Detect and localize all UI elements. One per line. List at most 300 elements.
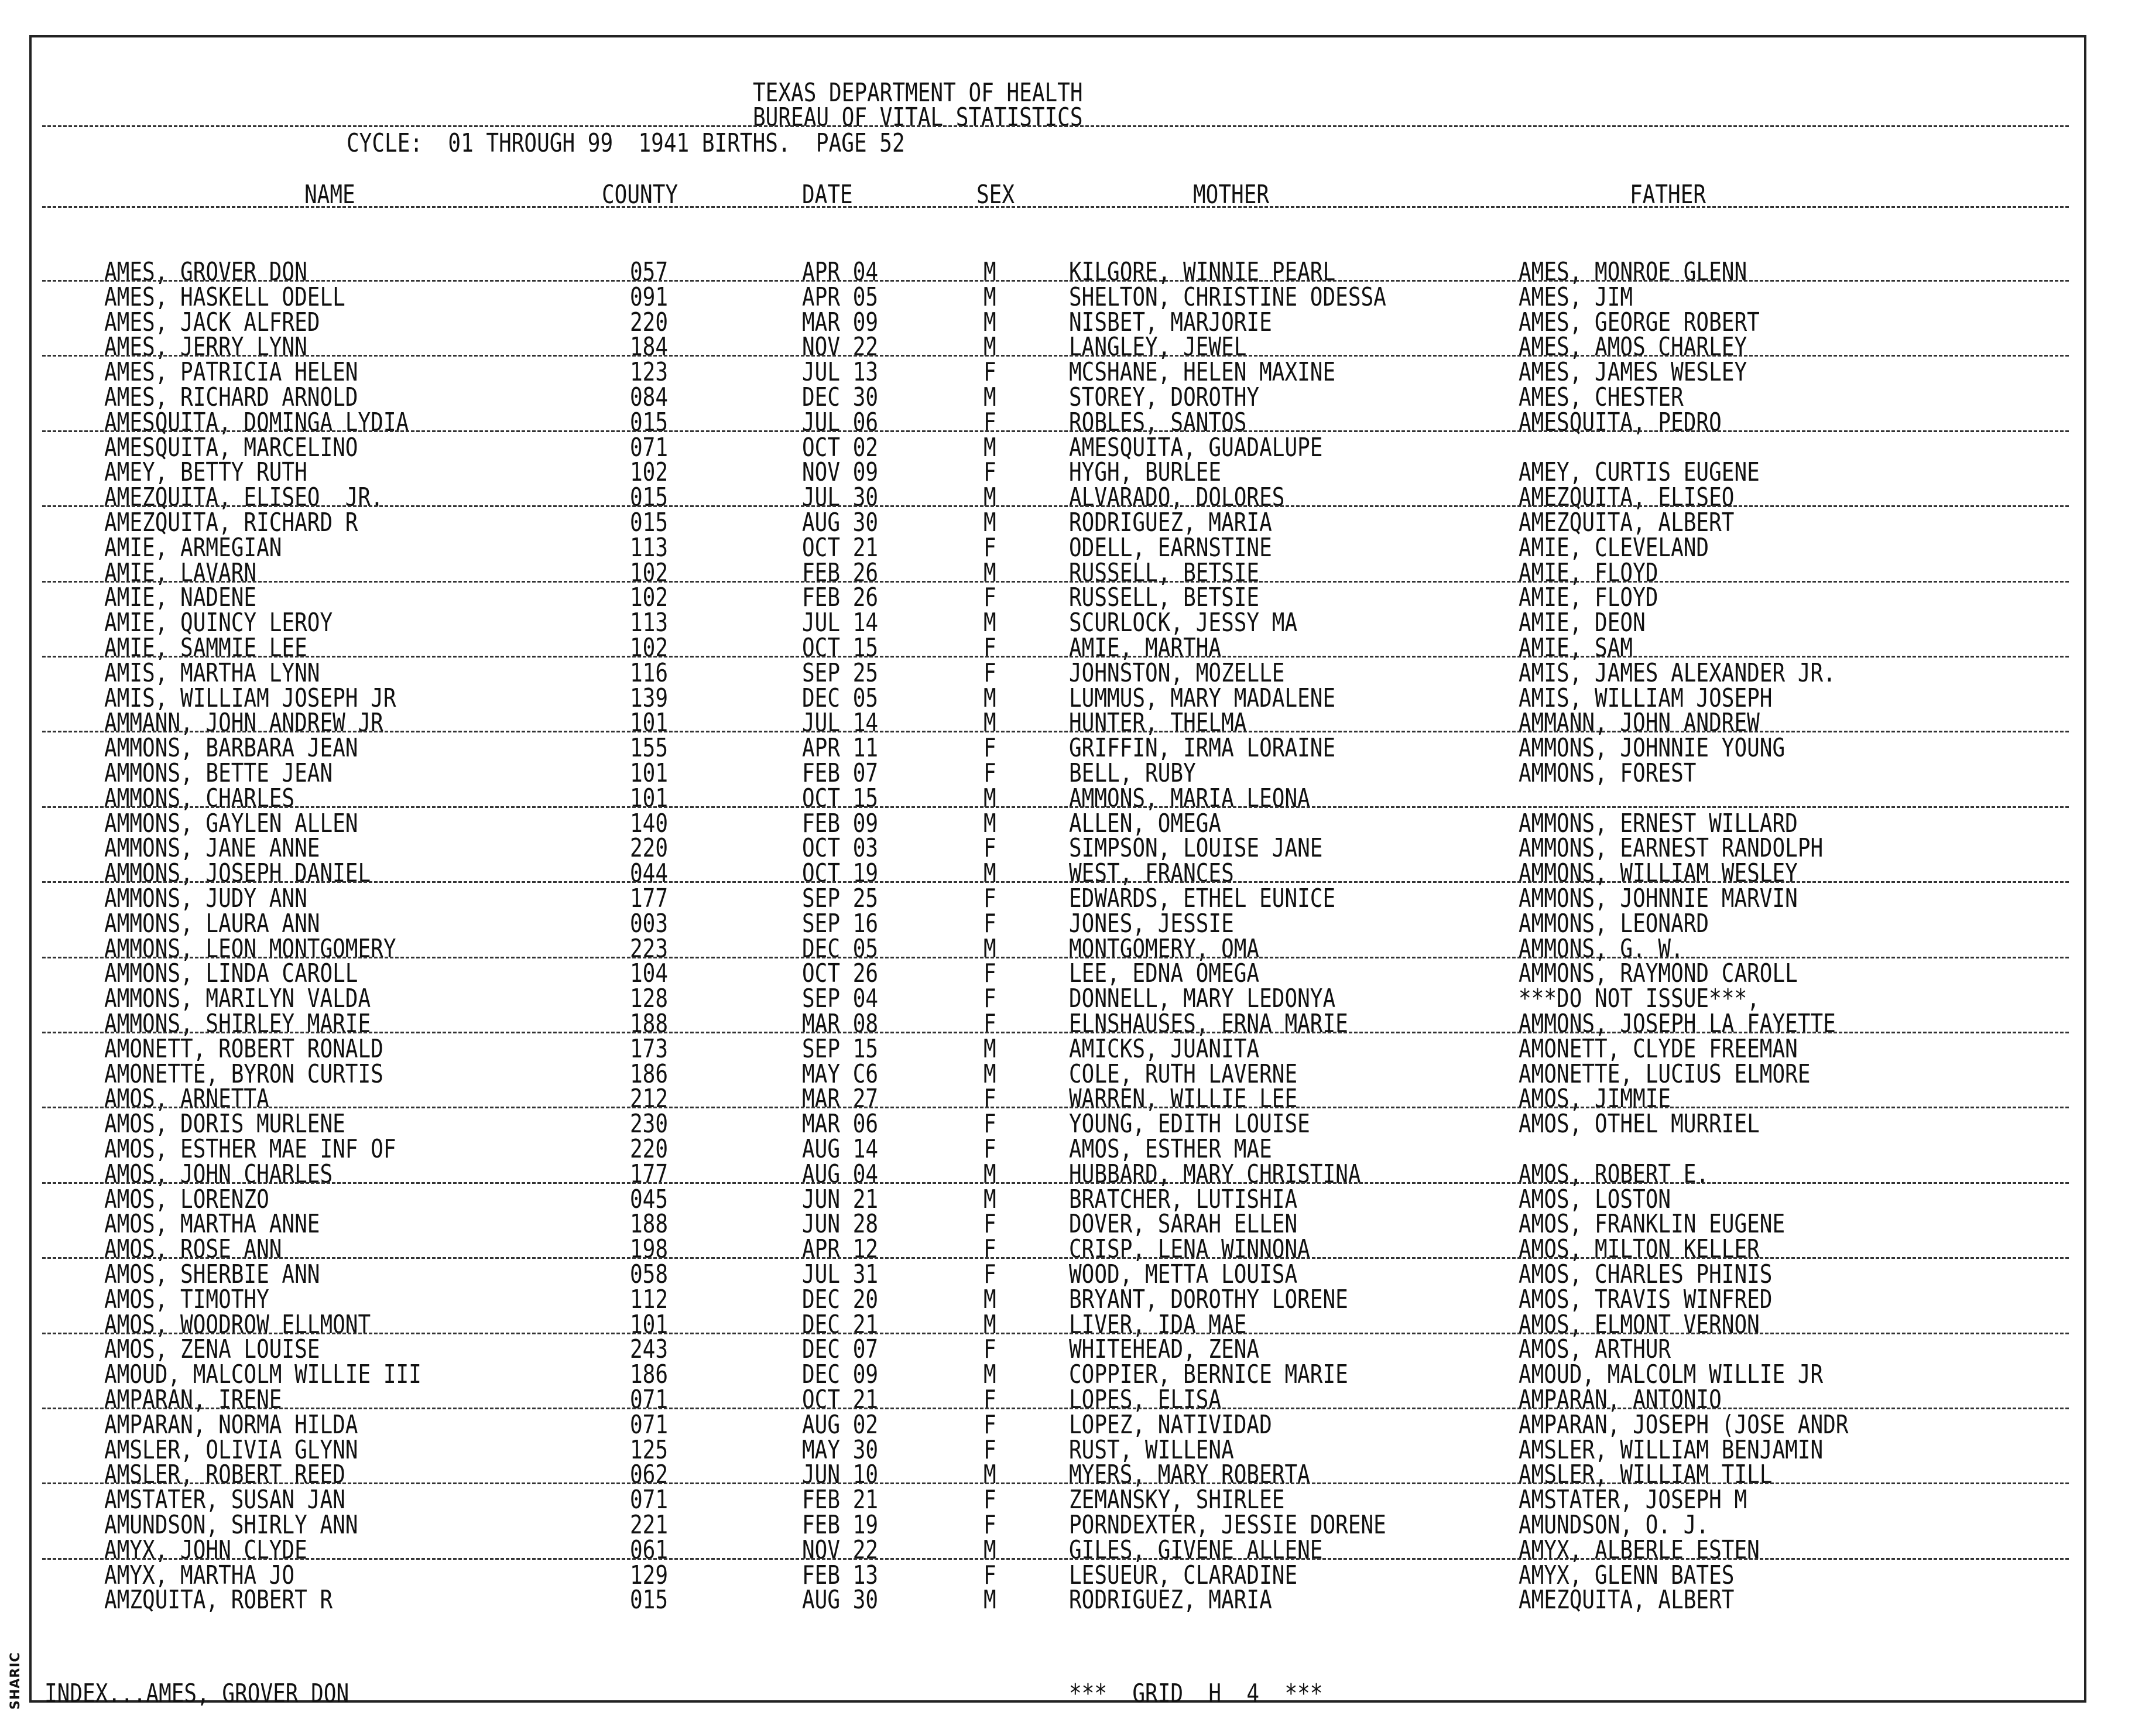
record-row xyxy=(0,659,2135,688)
page-title: TEXAS DEPARTMENT OF HEALTH xyxy=(753,78,1083,108)
record-name: AMOS, TIMOTHY xyxy=(104,1285,269,1314)
record-date: DEC 05 xyxy=(802,934,879,964)
record-name: AMOS, LORENZO xyxy=(104,1185,269,1214)
record-sex: M xyxy=(983,1160,996,1189)
record-father: AMYX, GLENN BATES xyxy=(1519,1561,1735,1590)
record-mother: WHITEHEAD, ZENA xyxy=(1069,1336,1260,1365)
record-date: AUG 30 xyxy=(802,508,879,537)
record-mother: LESUEUR, CLARADINE xyxy=(1069,1561,1298,1590)
record-row xyxy=(0,1035,2135,1064)
record-name: AMEZQUITA, ELISEO JR. xyxy=(104,483,383,513)
record-sex: M xyxy=(983,934,996,964)
record-name: AMESQUITA, MARCELINO xyxy=(104,433,358,463)
record-sex: M xyxy=(983,709,996,738)
record-father: AMYX, ALBERLE ESTEN xyxy=(1519,1536,1760,1565)
record-sex: M xyxy=(983,784,996,813)
record-name: AMOUD, MALCOLM WILLIE III xyxy=(104,1360,421,1390)
record-date: AUG 04 xyxy=(802,1160,879,1189)
record-father: AMES, JAMES WESLEY xyxy=(1519,358,1747,388)
record-sex: F xyxy=(983,1436,996,1465)
record-sex: M xyxy=(983,508,996,537)
record-county: 220 xyxy=(630,308,669,337)
record-father: AMOS, MILTON KELLER xyxy=(1519,1235,1760,1265)
record-county: 102 xyxy=(630,584,669,613)
record-father: AMES, CHESTER xyxy=(1519,383,1684,412)
record-date: DEC 21 xyxy=(802,1310,879,1340)
record-mother: MYERS, MARY ROBERTA xyxy=(1069,1461,1310,1490)
record-county: 102 xyxy=(630,559,669,588)
record-mother: ALVARADO, DOLORES xyxy=(1069,483,1285,513)
record-name: AMMONS, GAYLEN ALLEN xyxy=(104,809,358,838)
record-sex: F xyxy=(983,1485,996,1515)
record-date: APR 11 xyxy=(802,734,879,763)
record-mother: BELL, RUBY xyxy=(1069,759,1196,788)
record-row xyxy=(0,909,2135,939)
record-county: 220 xyxy=(630,1135,669,1164)
record-mother: DOVER, SARAH ELLEN xyxy=(1069,1210,1298,1239)
record-county: 173 xyxy=(630,1035,669,1064)
record-date: OCT 21 xyxy=(802,1385,879,1415)
record-row xyxy=(0,960,2135,989)
record-date: SEP 16 xyxy=(802,909,879,939)
record-mother: LOPES, ELISA xyxy=(1069,1385,1222,1415)
record-name: AMIE, QUINCY LEROY xyxy=(104,608,333,638)
record-mother: RUST, WILLENA xyxy=(1069,1436,1234,1465)
record-county: 101 xyxy=(630,759,669,788)
record-date: JUL 06 xyxy=(802,408,879,437)
record-name: AMIE, ARMEGIAN xyxy=(104,533,282,563)
record-name: AMOS, ARNETTA xyxy=(104,1085,269,1114)
record-mother: LANGLEY, JEWEL xyxy=(1069,333,1247,362)
row-separator xyxy=(42,1333,2069,1334)
record-father: AMMONS, LEONARD xyxy=(1519,909,1709,939)
record-name: AMMONS, BETTE JEAN xyxy=(104,759,333,788)
record-county: 186 xyxy=(630,1360,669,1390)
record-row xyxy=(0,1360,2135,1390)
record-name: AMMONS, BARBARA JEAN xyxy=(104,734,358,763)
record-row xyxy=(0,1586,2135,1615)
record-name: AMOS, WOODROW ELLMONT xyxy=(104,1310,371,1340)
record-date: AUG 30 xyxy=(802,1586,879,1615)
row-separator xyxy=(42,581,2069,583)
record-father: AMMONS, RAYMOND CAROLL xyxy=(1519,960,1798,989)
record-sex: F xyxy=(983,458,996,488)
record-county: 003 xyxy=(630,909,669,939)
record-date: APR 05 xyxy=(802,283,879,312)
record-mother: KILGORE, WINNIE PEARL xyxy=(1069,258,1336,287)
record-county: 113 xyxy=(630,533,669,563)
record-county: 140 xyxy=(630,809,669,838)
record-sex: F xyxy=(983,884,996,913)
record-row xyxy=(0,759,2135,788)
record-mother: JONES, JESSIE xyxy=(1069,909,1234,939)
record-name: AMONETT, ROBERT RONALD xyxy=(104,1035,383,1064)
record-name: AMPARAN, NORMA HILDA xyxy=(104,1410,358,1440)
record-county: 071 xyxy=(630,1385,669,1415)
record-father: AMMANN, JOHN ANDREW xyxy=(1519,709,1760,738)
record-date: SEP 25 xyxy=(802,884,879,913)
row-separator xyxy=(42,731,2069,732)
record-father: AMSLER, WILLIAM BENJAMIN xyxy=(1519,1436,1824,1465)
record-sex: F xyxy=(983,358,996,388)
record-sex: M xyxy=(983,1310,996,1340)
record-father: AMOS, CHARLES PHINIS xyxy=(1519,1260,1773,1289)
record-date: FEB 07 xyxy=(802,759,879,788)
record-mother: LUMMUS, MARY MADALENE xyxy=(1069,684,1336,713)
record-date: SEP 25 xyxy=(802,659,879,688)
record-mother: AMICKS, JUANITA xyxy=(1069,1035,1260,1064)
record-county: 102 xyxy=(630,634,669,663)
record-date: DEC 05 xyxy=(802,684,879,713)
record-name: AMMONS, MARILYN VALDA xyxy=(104,984,371,1014)
record-mother: EDWARDS, ETHEL EUNICE xyxy=(1069,884,1336,913)
record-date: FEB 09 xyxy=(802,809,879,838)
record-sex: M xyxy=(983,1586,996,1615)
record-row xyxy=(0,1185,2135,1214)
column-header-sex: SEX xyxy=(976,180,1015,210)
record-county: 220 xyxy=(630,834,669,864)
record-sex: M xyxy=(983,809,996,838)
record-row xyxy=(0,1436,2135,1465)
record-row xyxy=(0,1060,2135,1089)
record-name: AMMONS, CHARLES xyxy=(104,784,295,813)
record-mother: RODRIGUEZ, MARIA xyxy=(1069,508,1272,537)
record-date: NOV 09 xyxy=(802,458,879,488)
record-name: AMEY, BETTY RUTH xyxy=(104,458,307,488)
record-sex: M xyxy=(983,1360,996,1390)
record-county: 184 xyxy=(630,333,669,362)
record-sex: F xyxy=(983,1260,996,1289)
row-separator xyxy=(42,1182,2069,1184)
record-row xyxy=(0,283,2135,312)
record-date: MAR 09 xyxy=(802,308,879,337)
record-name: AMYX, MARTHA JO xyxy=(104,1561,295,1590)
record-sex: F xyxy=(983,1135,996,1164)
record-row xyxy=(0,608,2135,638)
record-father: AMEZQUITA, ALBERT xyxy=(1519,1586,1735,1615)
record-row xyxy=(0,1336,2135,1365)
record-county: 071 xyxy=(630,433,669,463)
record-father: AMSLER, WILLIAM TILL xyxy=(1519,1461,1773,1490)
row-separator xyxy=(42,355,2069,357)
record-name: AMSLER, ROBERT REED xyxy=(104,1461,345,1490)
record-name: AMES, HASKELL ODELL xyxy=(104,283,345,312)
record-row xyxy=(0,308,2135,337)
record-father: AMIE, FLOYD xyxy=(1519,584,1658,613)
record-county: 177 xyxy=(630,884,669,913)
record-name: AMMONS, LEON MONTGOMERY xyxy=(104,934,396,964)
record-county: 186 xyxy=(630,1060,669,1089)
record-sex: M xyxy=(983,684,996,713)
record-mother: MCSHANE, HELEN MAXINE xyxy=(1069,358,1336,388)
record-father: AMMONS, ERNEST WILLARD xyxy=(1519,809,1798,838)
record-name: AMMONS, JOSEPH DANIEL xyxy=(104,859,371,889)
record-father: AMUNDSON, O. J. xyxy=(1519,1511,1709,1540)
record-father: AMOS, OTHEL MURRIEL xyxy=(1519,1110,1760,1139)
record-sex: F xyxy=(983,1009,996,1039)
record-father: AMEZQUITA, ELISEO xyxy=(1519,483,1735,513)
record-mother: WEST, FRANCES xyxy=(1069,859,1234,889)
record-father: AMPARAN, JOSEPH (JOSE ANDR xyxy=(1519,1410,1849,1440)
record-father: AMOUD, MALCOLM WILLIE JR xyxy=(1519,1360,1824,1390)
record-father: AMIE, FLOYD xyxy=(1519,559,1658,588)
record-date: APR 04 xyxy=(802,258,879,287)
record-name: AMES, PATRICIA HELEN xyxy=(104,358,358,388)
record-sex: F xyxy=(983,960,996,989)
record-county: 091 xyxy=(630,283,669,312)
record-county: 221 xyxy=(630,1511,669,1540)
record-name: AMMANN, JOHN ANDREW JR xyxy=(104,709,383,738)
column-header-county: COUNTY xyxy=(602,180,678,210)
record-father: AMES, AMOS CHARLEY xyxy=(1519,333,1747,362)
side-label: SHARIC xyxy=(8,1652,23,1710)
record-father: AMOS, ROBERT E. xyxy=(1519,1160,1709,1189)
record-name: AMOS, DORIS MURLENE xyxy=(104,1110,345,1139)
record-mother: SHELTON, CHRISTINE ODESSA xyxy=(1069,283,1386,312)
record-name: AMMONS, SHIRLEY MARIE xyxy=(104,1009,371,1039)
column-header-name: NAME xyxy=(304,180,355,210)
record-name: AMONETTE, BYRON CURTIS xyxy=(104,1060,383,1089)
record-name: AMES, JACK ALFRED xyxy=(104,308,320,337)
record-mother: AMIE, MARTHA xyxy=(1069,634,1222,663)
row-separator xyxy=(42,656,2069,658)
record-father: AMMONS, JOHNNIE YOUNG xyxy=(1519,734,1786,763)
record-sex: M xyxy=(983,433,996,463)
record-row xyxy=(0,358,2135,388)
record-mother: AMMONS, MARIA LEONA xyxy=(1069,784,1310,813)
record-mother: SCURLOCK, JESSY MA xyxy=(1069,608,1298,638)
record-name: AMIE, NADENE xyxy=(104,584,257,613)
record-county: 104 xyxy=(630,960,669,989)
record-sex: F xyxy=(983,1385,996,1415)
record-date: NOV 22 xyxy=(802,333,879,362)
record-row xyxy=(0,1511,2135,1540)
record-row xyxy=(0,684,2135,713)
record-mother: AMESQUITA, GUADALUPE xyxy=(1069,433,1323,463)
record-mother: RUSSELL, BETSIE xyxy=(1069,584,1260,613)
record-date: JUN 21 xyxy=(802,1185,879,1214)
record-date: MAR 27 xyxy=(802,1085,879,1114)
record-mother: HUBBARD, MARY CHRISTINA xyxy=(1069,1160,1361,1189)
record-county: 198 xyxy=(630,1235,669,1265)
record-sex: M xyxy=(983,308,996,337)
record-sex: M xyxy=(983,1536,996,1565)
record-name: AMES, JERRY LYNN xyxy=(104,333,307,362)
record-name: AMESQUITA, DOMINGA LYDIA xyxy=(104,408,409,437)
record-father: AMOS, FRANKLIN EUGENE xyxy=(1519,1210,1786,1239)
record-name: AMIS, WILLIAM JOSEPH JR xyxy=(104,684,396,713)
record-row xyxy=(0,1561,2135,1590)
record-county: 084 xyxy=(630,383,669,412)
record-row xyxy=(0,1135,2135,1164)
row-separator xyxy=(42,1408,2069,1409)
record-mother: RUSSELL, BETSIE xyxy=(1069,559,1260,588)
record-name: AMOS, MARTHA ANNE xyxy=(104,1210,320,1239)
record-county: 177 xyxy=(630,1160,669,1189)
row-separator xyxy=(42,505,2069,507)
record-row xyxy=(0,1110,2135,1139)
column-header-date: DATE xyxy=(802,180,853,210)
record-row xyxy=(0,810,2135,836)
record-name: AMOS, ESTHER MAE INF OF xyxy=(104,1135,396,1164)
record-date: OCT 21 xyxy=(802,533,879,563)
record-row xyxy=(0,458,2135,488)
record-mother: ROBLES, SANTOS xyxy=(1069,408,1247,437)
record-name: AMIE, SAMMIE LEE xyxy=(104,634,307,663)
record-row xyxy=(0,433,2135,463)
record-mother: COLE, RUTH LAVERNE xyxy=(1069,1060,1298,1089)
record-mother: BRYANT, DOROTHY LORENE xyxy=(1069,1285,1348,1314)
record-county: 128 xyxy=(630,984,669,1014)
record-name: AMPARAN, IRENE xyxy=(104,1385,282,1415)
record-father: AMIS, JAMES ALEXANDER JR. xyxy=(1519,659,1836,688)
record-sex: M xyxy=(983,258,996,287)
record-row xyxy=(0,584,2135,613)
record-county: 101 xyxy=(630,709,669,738)
record-date: OCT 15 xyxy=(802,634,879,663)
record-county: 188 xyxy=(630,1210,669,1239)
record-county: 101 xyxy=(630,784,669,813)
record-name: AMMONS, LINDA CAROLL xyxy=(104,960,358,989)
record-father: AMMONS, JOSEPH LA FAYETTE xyxy=(1519,1009,1836,1039)
record-date: AUG 02 xyxy=(802,1410,879,1440)
record-mother: ZEMANSKY, SHIRLEE xyxy=(1069,1485,1285,1515)
record-sex: F xyxy=(983,584,996,613)
record-date: DEC 30 xyxy=(802,383,879,412)
record-father: AMONETT, CLYDE FREEMAN xyxy=(1519,1035,1798,1064)
record-mother: YOUNG, EDITH LOUISE xyxy=(1069,1110,1310,1139)
record-county: 015 xyxy=(630,483,669,513)
record-county: 071 xyxy=(630,1410,669,1440)
record-date: DEC 20 xyxy=(802,1285,879,1314)
record-mother: GILES, GIVENE ALLENE xyxy=(1069,1536,1323,1565)
record-date: NOV 22 xyxy=(802,1536,879,1565)
record-sex: M xyxy=(983,859,996,889)
record-father: AMEY, CURTIS EUGENE xyxy=(1519,458,1760,488)
record-sex: M xyxy=(983,1060,996,1089)
record-sex: F xyxy=(983,1085,996,1114)
record-date: FEB 19 xyxy=(802,1511,879,1540)
row-separator xyxy=(42,1257,2069,1259)
row-separator xyxy=(42,1032,2069,1033)
record-date: JUN 28 xyxy=(802,1210,879,1239)
record-father: AMES, MONROE GLENN xyxy=(1519,258,1747,287)
row-separator xyxy=(42,1482,2069,1484)
record-father: AMIE, CLEVELAND xyxy=(1519,533,1709,563)
record-mother: HYGH, BURLEE xyxy=(1069,458,1222,488)
record-sex: M xyxy=(983,483,996,513)
record-date: JUL 14 xyxy=(802,608,879,638)
record-name: AMMONS, JANE ANNE xyxy=(104,834,320,864)
record-county: 112 xyxy=(630,1285,669,1314)
record-name: AMUNDSON, SHIRLY ANN xyxy=(104,1511,358,1540)
record-county: 062 xyxy=(630,1461,669,1490)
record-name: AMYX, JOHN CLYDE xyxy=(104,1536,307,1565)
record-sex: F xyxy=(983,1110,996,1139)
record-date: AUG 14 xyxy=(802,1135,879,1164)
record-mother: LIVER, IDA MAE xyxy=(1069,1310,1247,1340)
record-mother: GRIFFIN, IRMA LORAINE xyxy=(1069,734,1336,763)
column-header-father: FATHER xyxy=(1630,180,1706,210)
record-county: 116 xyxy=(630,659,669,688)
record-name: AMOS, ROSE ANN xyxy=(104,1235,282,1265)
record-county: 230 xyxy=(630,1110,669,1139)
record-date: OCT 03 xyxy=(802,834,879,864)
record-sex: F xyxy=(983,634,996,663)
record-sex: F xyxy=(983,1235,996,1265)
record-county: 113 xyxy=(630,608,669,638)
record-county: 123 xyxy=(630,358,669,388)
record-father: AMESQUITA, PEDRO xyxy=(1519,408,1722,437)
record-father: AMMONS, JOHNNIE MARVIN xyxy=(1519,884,1798,913)
grid-footer: *** GRID H 4 *** xyxy=(1069,1679,1323,1708)
record-father: AMOS, ARTHUR xyxy=(1519,1336,1671,1365)
record-father: AMEZQUITA, ALBERT xyxy=(1519,508,1735,537)
record-county: 125 xyxy=(630,1436,669,1465)
record-sex: M xyxy=(983,333,996,362)
record-row xyxy=(0,1410,2135,1440)
record-name: AMZQUITA, ROBERT R xyxy=(104,1586,333,1615)
row-separator xyxy=(42,430,2069,432)
record-sex: F xyxy=(983,1561,996,1590)
record-mother: BRATCHER, LUTISHIA xyxy=(1069,1185,1298,1214)
record-county: 015 xyxy=(630,508,669,537)
row-separator xyxy=(42,806,2069,808)
record-mother: STOREY, DOROTHY xyxy=(1069,383,1260,412)
record-date: OCT 02 xyxy=(802,433,879,463)
record-row xyxy=(0,1210,2135,1239)
record-father: AMES, GEORGE ROBERT xyxy=(1519,308,1760,337)
record-mother: LEE, EDNA OMEGA xyxy=(1069,960,1260,989)
record-sex: F xyxy=(983,1410,996,1440)
page-subtitle: BUREAU OF VITAL STATISTICS xyxy=(753,103,1083,132)
record-date: SEP 15 xyxy=(802,1035,879,1064)
record-row xyxy=(0,734,2135,763)
record-mother: COPPIER, BERNICE MARIE xyxy=(1069,1360,1348,1390)
record-mother: HUNTER, THELMA xyxy=(1069,709,1247,738)
record-mother: ODELL, EARNSTINE xyxy=(1069,533,1272,563)
record-sex: M xyxy=(983,1285,996,1314)
record-sex: M xyxy=(983,608,996,638)
record-mother: WOOD, METTA LOUISA xyxy=(1069,1260,1298,1289)
column-header-mother: MOTHER xyxy=(1193,180,1270,210)
record-sex: F xyxy=(983,1336,996,1365)
record-row xyxy=(0,383,2135,412)
record-sex: M xyxy=(983,559,996,588)
row-separator xyxy=(42,957,2069,958)
record-mother: AMOS, ESTHER MAE xyxy=(1069,1135,1272,1164)
record-date: MAR 06 xyxy=(802,1110,879,1139)
record-date: JUN 10 xyxy=(802,1461,879,1490)
record-mother: ELNSHAUSES, ERNA MARIE xyxy=(1069,1009,1348,1039)
record-date: MAY C6 xyxy=(802,1060,879,1089)
record-father: AMMONS, FOREST xyxy=(1519,759,1697,788)
record-mother: MONTGOMERY, OMA xyxy=(1069,934,1260,964)
divider xyxy=(42,206,2069,208)
record-name: AMEZQUITA, RICHARD R xyxy=(104,508,358,537)
record-date: DEC 07 xyxy=(802,1336,879,1365)
record-sex: M xyxy=(983,1035,996,1064)
record-mother: ALLEN, OMEGA xyxy=(1069,809,1222,838)
record-name: AMOS, ZENA LOUISE xyxy=(104,1336,320,1365)
record-mother: JOHNSTON, MOZELLE xyxy=(1069,659,1285,688)
row-separator xyxy=(42,881,2069,883)
record-sex: M xyxy=(983,1185,996,1214)
record-date: JUL 14 xyxy=(802,709,879,738)
record-name: AMMONS, LAURA ANN xyxy=(104,909,320,939)
record-father: AMES, JIM xyxy=(1519,283,1633,312)
record-row xyxy=(0,984,2135,1014)
